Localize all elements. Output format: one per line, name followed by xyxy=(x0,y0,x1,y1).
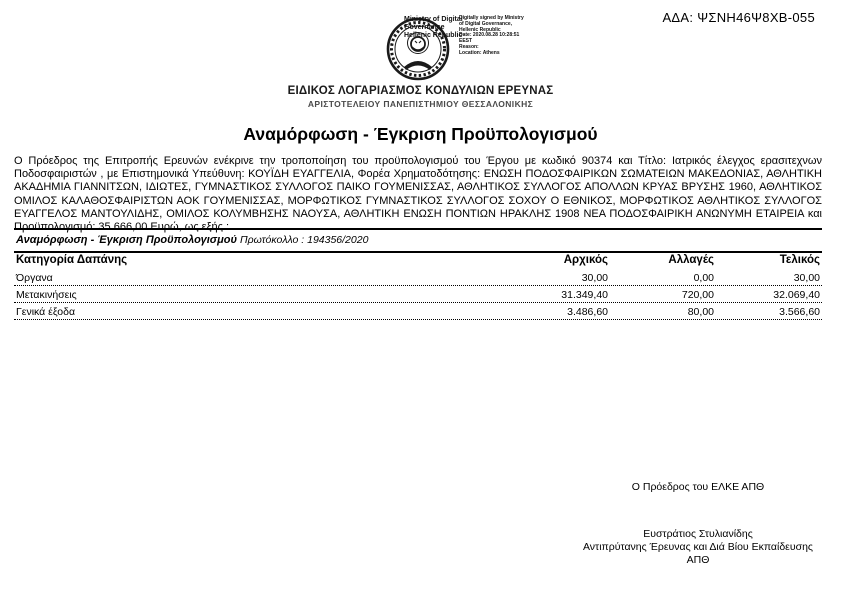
stamp-ministry-line: Governance xyxy=(404,24,445,31)
organization-name: ΕΙΔΙΚΟΣ ΛΟΓΑΡΙΑΣΜΟΣ ΚΟΝΔΥΛΙΩΝ ΕΡΕΥΝΑΣ xyxy=(287,85,554,97)
cell-final: 32.069,40 xyxy=(773,289,820,301)
cell-initial: 30,00 xyxy=(581,272,608,284)
organization-subtitle: ΑΡΙΣΤΟΤΕΛΕΙΟΥ ΠΑΝΕΠΙΣΤΗΜΙΟΥ ΘΕΣΣΑΛΟΝΙΚΗΣ xyxy=(307,99,534,109)
budget-table xyxy=(14,252,822,320)
table-row xyxy=(14,286,822,303)
section-title: Αναμόρφωση - Έγκριση Προϋπολογισμού xyxy=(16,234,237,246)
page-title: Αναμόρφωση - Έγκριση Προϋπολογισμού xyxy=(243,124,598,144)
cell-changes: 80,00 xyxy=(687,306,714,318)
digital-signature-details xyxy=(459,16,545,57)
signature-block xyxy=(550,481,841,567)
ada-code: ΑΔΑ: ΨΣΝΗ46Ψ8ΧΒ-055 xyxy=(662,10,815,25)
table-header-row xyxy=(14,252,822,269)
cell-initial: 31.349,40 xyxy=(561,289,608,301)
cell-final: 30,00 xyxy=(793,272,820,284)
cell-category: Όργανα xyxy=(16,272,53,284)
cell-category: Μετακινήσεις xyxy=(16,289,77,301)
table-row xyxy=(14,303,822,320)
column-header-final: Τελικός xyxy=(779,254,820,266)
signatory-role: Ο Πρόεδρος του ΕΛΚΕ ΑΠΘ xyxy=(631,481,765,493)
table-row xyxy=(14,269,822,286)
cell-changes: 0,00 xyxy=(693,272,714,284)
section-header-bar xyxy=(14,228,822,253)
column-header-category: Κατηγορία Δαπάνης xyxy=(16,254,128,266)
protocol-number: Πρωτόκολλο : 194356/2020 xyxy=(240,234,369,246)
signature-detail-line: Date: 2020.08.28 10:28:51 xyxy=(459,32,520,39)
signatory-title: Αντιπρύτανης Έρευνας και Διά Βίου Εκπαίδευσης xyxy=(582,541,813,553)
signature-detail-line: EEST xyxy=(459,38,473,45)
cell-final: 3.566,60 xyxy=(779,306,820,318)
column-header-initial: Αρχικός xyxy=(563,254,608,266)
stamp-ministry-line: Hellenic Republic xyxy=(404,32,463,39)
signature-detail-line: Digitally signed by Ministry xyxy=(459,15,524,21)
cell-category: Γενικά έξοδα xyxy=(16,306,76,318)
column-header-changes: Αλλαγές xyxy=(668,254,714,266)
signatory-name: Ευστράτιος Στυλιανίδης xyxy=(643,528,753,540)
stamp-ministry-line: Ministry of Digital xyxy=(404,16,463,23)
cell-changes: 720,00 xyxy=(681,289,714,301)
signature-detail-line: Location: Athens xyxy=(459,49,500,56)
signature-detail-line: Hellenic Republic xyxy=(459,26,501,33)
signature-detail-line: of Digital Governance, xyxy=(459,20,513,27)
body-paragraph: Ο Πρόεδρος της Επιτροπής Ερευνών ενέκρινε την τροποποίηση του προϋπολογισμού του Έργου με κωδικό 90374 και Τίτλο: Ιατρικός έλεγχος ερασιτεχνων Ποδοσφαιριστών , με Επιστημονικά Υπεύθυνη: ΚΟΥΪΔΗ ΕΥΑΓΓΕΛΙΑ, Φορέα Χρηματοδότησης: ΕΝΩΣΗ ΠΟΔΟΣΦΑΙΡΙΚΩΝ ΣΩΜΑΤΕΙΩΝ ΜΑΚΕΔΟΝΙΑΣ, ΑΘΛΗΤΙΚΗ ΑΚΑΔΗΜΙΑ ΓΙΑΝΝΙΤΣΩΝ, ΙΔΙΩΤΕΣ, ΓΥΜΝΑΣΤΙΚΟΣ ΣΥΛΛΟΓΟΣ ΠΑΙΚΟ ΓΟΥΜΕΝΙΣΣΑΣ, ΑΘΛΗΤΙΚΟΣ ΣΥΛΛΟΓΟΣ ΑΠΟΛΛΩΝ ΚΡΥΑΣ ΒΡΥΣΗΣ 1960, ΑΘΛΗΤΙΚΟΣ ΟΜΙΛΟΣ ΚΑΛΑΘΟΣΦΑΙΡΙΣΤΩΝ ΑΟΚ ΓΟΥΜΕΝΙΣΣΑΣ, ΜΟΡΦΩΤΙΚΟΣ ΓΥΜΝΑΣΤΙΚΟΣ ΣΥΛΛΟΓΟΣ ΣΟΧΟΥ Ο ΕΘΝΙΚΟΣ, ΜΟΡΦΩΤΙΚΟΣ ΑΘΛΗΤΙΚΟΣ ΣΥΛΛΟΓΟΣ ΕΥΑΓΓΕΛΟΣ ΜΑΝΤΟΥΛΙΔΗΣ, ΟΜΙΛΟΣ ΚΟΛΥΜΒΗΣΗΣ ΝΑΟΥΣΑ, ΑΘΛΗΤΙΚΗ ΕΝΩΣΗ ΠΟΝΤΙΩΝ ΗΡΑΚΛΗΣ 1908 ΝΕΑ ΠΟΔΟΣΦΑΙΡΙΚΗ ΑΝΩΝΥΜΗ ΕΤΑΙΡΕΙΑ και Προϋπολογισμό: 35.666,00 Ευρώ, ως εξής : xyxy=(14,155,822,234)
signatory-org: ΑΠΘ xyxy=(686,554,710,566)
signature-detail-line: Reason: xyxy=(459,43,479,50)
cell-initial: 3.486,60 xyxy=(567,306,608,318)
